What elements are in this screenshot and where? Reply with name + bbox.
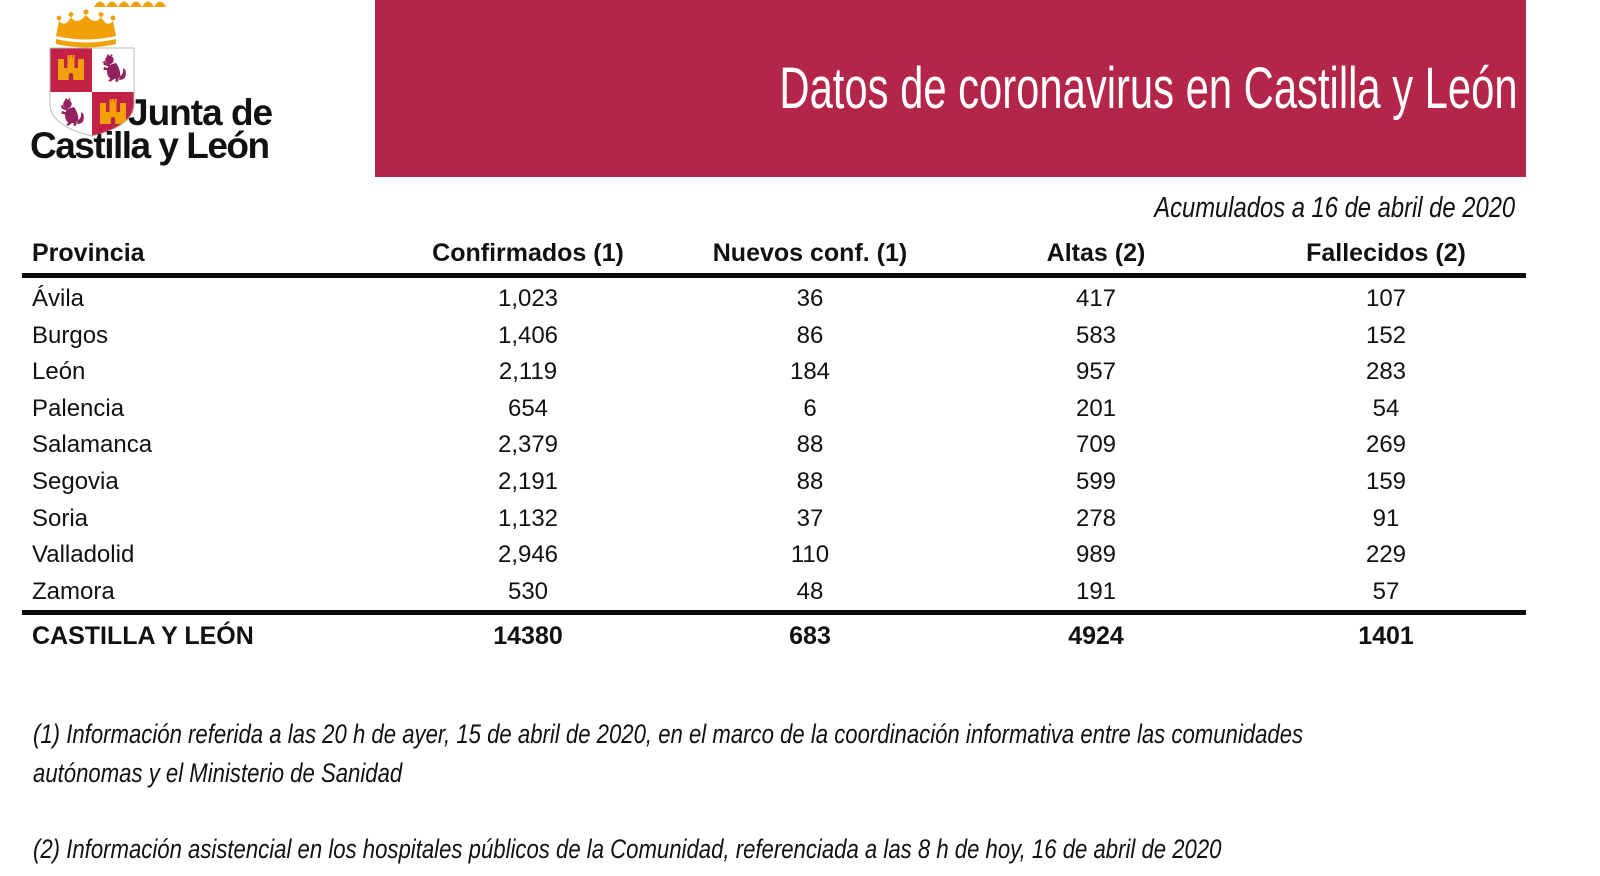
confirmed-cell: 2,946 xyxy=(497,541,559,569)
table-row xyxy=(22,281,1526,318)
table-row xyxy=(22,464,1526,501)
logo-text-line2: Castilla y León xyxy=(30,125,269,166)
crown-icon xyxy=(56,9,116,47)
table-row xyxy=(22,354,1526,391)
confirmed-cell: 1,023 xyxy=(497,285,559,312)
table-row xyxy=(22,427,1526,464)
total-label-cell: CASTILLA Y LEÓN xyxy=(32,622,254,651)
province-cell: Zamora xyxy=(32,577,115,605)
new-confirmed-cell: 86 xyxy=(796,321,824,349)
confirmed-cell: 1,406 xyxy=(497,321,559,349)
table-row xyxy=(22,318,1526,355)
table-row xyxy=(22,537,1526,574)
footnote-1-line-1: (1) Información referida a las 20 h de ayer, 15 de abril de 2020, en el marco de la coordinación informativa entre las comunidades xyxy=(33,719,1304,749)
accumulated-date-subtitle: Acumulados a 16 de abril de 2020 xyxy=(1154,192,1515,224)
new-confirmed-cell: 184 xyxy=(789,358,831,386)
page-title: Datos de coronavirus en Castilla y León xyxy=(779,56,1518,121)
table-total-row xyxy=(22,615,1526,657)
new-confirmed-cell: 6 xyxy=(803,394,817,422)
total-recovered-cell: 4924 xyxy=(1068,622,1124,651)
recovered-cell: 957 xyxy=(1075,358,1117,386)
col-header-confirmados: Confirmados (1) xyxy=(432,239,624,267)
footnote-1-line-2: autónomas y el Ministerio de Sanidad xyxy=(33,758,403,788)
recovered-cell: 417 xyxy=(1075,285,1117,312)
confirmed-cell: 2,379 xyxy=(497,431,559,459)
province-cell: Valladolid xyxy=(32,541,135,569)
province-cell: Segovia xyxy=(32,467,119,495)
province-cell: Salamanca xyxy=(32,431,153,459)
confirmed-cell: 654 xyxy=(507,394,549,422)
province-cell: Burgos xyxy=(32,321,109,349)
col-header-nuevos: Nuevos conf. (1) xyxy=(712,239,908,267)
deaths-cell: 91 xyxy=(1372,504,1400,532)
new-confirmed-cell: 88 xyxy=(796,431,824,459)
table-row xyxy=(22,391,1526,428)
confirmed-cell: 2,191 xyxy=(497,467,559,495)
total-confirmed-cell: 14380 xyxy=(493,622,563,651)
deaths-cell: 269 xyxy=(1365,431,1407,459)
table-body xyxy=(22,278,1526,615)
new-confirmed-cell: 36 xyxy=(796,285,824,312)
junta-coat-of-arms xyxy=(46,6,138,138)
table-header-row xyxy=(22,233,1526,278)
deaths-cell: 229 xyxy=(1365,541,1407,569)
new-confirmed-cell: 37 xyxy=(796,504,824,532)
deaths-cell: 283 xyxy=(1365,358,1407,386)
total-new-confirmed-cell: 683 xyxy=(789,622,831,651)
total-deaths-cell: 1401 xyxy=(1358,622,1414,651)
deaths-cell: 54 xyxy=(1372,394,1400,422)
footnote-2 xyxy=(33,830,1482,869)
col-header-provincia: Provincia xyxy=(32,239,145,267)
recovered-cell: 191 xyxy=(1075,577,1117,605)
logo-text-line1: Junta de xyxy=(128,92,273,133)
new-confirmed-cell: 110 xyxy=(790,541,830,569)
table-row xyxy=(22,574,1526,611)
col-header-altas: Altas (2) xyxy=(1046,239,1146,267)
new-confirmed-cell: 48 xyxy=(796,577,824,605)
recovered-cell: 989 xyxy=(1075,541,1117,569)
recovered-cell: 278 xyxy=(1075,504,1117,532)
recovered-cell: 583 xyxy=(1075,321,1117,349)
confirmed-cell: 2,119 xyxy=(498,358,558,386)
province-cell: León xyxy=(32,358,86,386)
recovered-cell: 599 xyxy=(1075,467,1117,495)
confirmed-cell: 530 xyxy=(507,577,549,605)
deaths-cell: 57 xyxy=(1372,577,1400,605)
province-cell: Ávila xyxy=(32,285,85,312)
table-row xyxy=(22,501,1526,538)
new-confirmed-cell: 88 xyxy=(796,467,824,495)
province-cell: Soria xyxy=(32,504,89,532)
recovered-cell: 201 xyxy=(1075,394,1117,422)
title-banner xyxy=(375,0,1526,177)
covid-data-table xyxy=(22,233,1526,657)
footnote-2-line-1: (2) Información asistencial en los hospitales públicos de la Comunidad, referenciada a las 8 h de hoy, 16 de abril de 2020 xyxy=(33,834,1222,864)
deaths-cell: 107 xyxy=(1365,285,1407,312)
province-cell: Palencia xyxy=(32,394,125,422)
deaths-cell: 159 xyxy=(1365,467,1407,495)
confirmed-cell: 1,132 xyxy=(497,504,559,532)
deaths-cell: 152 xyxy=(1365,321,1407,349)
footnote-1 xyxy=(33,715,1582,793)
recovered-cell: 709 xyxy=(1075,431,1117,459)
col-header-fallecidos: Fallecidos (2) xyxy=(1306,239,1466,267)
